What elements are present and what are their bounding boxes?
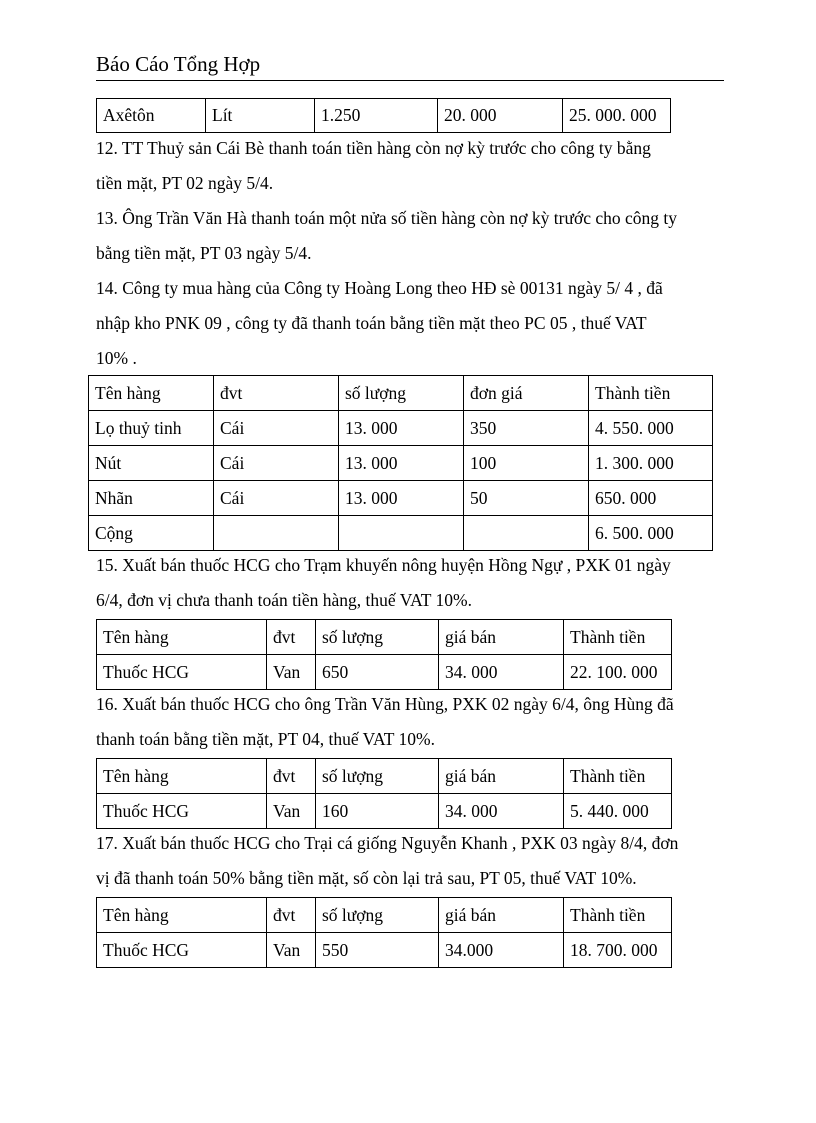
column-header: đvt bbox=[267, 898, 316, 933]
table-cell: 34. 000 bbox=[439, 655, 564, 690]
item-14-line: 10% . bbox=[96, 348, 137, 368]
table-cell: 20. 000 bbox=[438, 99, 563, 133]
table-row bbox=[97, 933, 672, 968]
column-header: Tên hàng bbox=[89, 376, 214, 411]
table-cell: Cái bbox=[214, 411, 339, 446]
table-cell: Nhãn bbox=[89, 481, 214, 516]
table-cell: 13. 000 bbox=[339, 411, 464, 446]
table-cell: Cộng bbox=[89, 516, 214, 551]
item-13-line: bằng tiền mặt, PT 03 ngày 5/4. bbox=[96, 243, 312, 263]
table-cell: 4. 550. 000 bbox=[589, 411, 713, 446]
table-14 bbox=[88, 375, 713, 551]
table-row bbox=[89, 411, 713, 446]
table-cell: 550 bbox=[316, 933, 439, 968]
table-15 bbox=[96, 619, 672, 690]
column-header: Thành tiền bbox=[564, 620, 672, 655]
table-16 bbox=[96, 758, 672, 829]
column-header: Thành tiền bbox=[564, 898, 672, 933]
table-cell bbox=[464, 516, 589, 551]
table-row bbox=[97, 99, 671, 133]
table-cell: 34.000 bbox=[439, 933, 564, 968]
table-row bbox=[97, 655, 672, 690]
column-header: số lượng bbox=[316, 620, 439, 655]
item-14-line: nhập kho PNK 09 , công ty đã thanh toán bằng tiền mặt theo PC 05 , thuế VAT bbox=[96, 313, 647, 333]
table-row bbox=[89, 446, 713, 481]
table-continuation bbox=[96, 98, 671, 133]
table-header-row bbox=[97, 620, 672, 655]
table-cell: Thuốc HCG bbox=[97, 933, 267, 968]
table-cell: 25. 000. 000 bbox=[563, 99, 671, 133]
table-cell: 18. 700. 000 bbox=[564, 933, 672, 968]
table-cell: Van bbox=[267, 794, 316, 829]
table-header-row bbox=[97, 759, 672, 794]
column-header: đvt bbox=[214, 376, 339, 411]
table-17 bbox=[96, 897, 672, 968]
column-header: giá bán bbox=[439, 620, 564, 655]
column-header: Thành tiền bbox=[589, 376, 713, 411]
table-cell: 350 bbox=[464, 411, 589, 446]
table-cell: 13. 000 bbox=[339, 481, 464, 516]
column-header: đvt bbox=[267, 620, 316, 655]
table-cell: 34. 000 bbox=[439, 794, 564, 829]
item-15-line: 15. Xuất bán thuốc HCG cho Trạm khuyến nông huyện Hồng Ngự , PXK 01 ngày bbox=[96, 555, 671, 575]
table-cell: Van bbox=[267, 933, 316, 968]
item-14-line: 14. Công ty mua hàng của Công ty Hoàng Long theo HĐ sè 00131 ngày 5/ 4 , đã bbox=[96, 278, 663, 298]
table-header-row bbox=[89, 376, 713, 411]
table-cell: 100 bbox=[464, 446, 589, 481]
item-17 bbox=[96, 826, 724, 896]
table-cell: 6. 500. 000 bbox=[589, 516, 713, 551]
table-cell: 5. 440. 000 bbox=[564, 794, 672, 829]
column-header: Tên hàng bbox=[97, 759, 267, 794]
page-header bbox=[96, 50, 724, 81]
table-cell: Axêtôn bbox=[97, 99, 206, 133]
table-cell: Thuốc HCG bbox=[97, 794, 267, 829]
table-cell: 50 bbox=[464, 481, 589, 516]
item-16 bbox=[96, 687, 724, 757]
table-cell: Thuốc HCG bbox=[97, 655, 267, 690]
table-row bbox=[97, 794, 672, 829]
item-12-line: 12. TT Thuỷ sản Cái Bè thanh toán tiền hàng còn nợ kỳ trước cho công ty bằng bbox=[96, 138, 651, 158]
table-cell: 650. 000 bbox=[589, 481, 713, 516]
table-cell: 160 bbox=[316, 794, 439, 829]
item-16-line: 16. Xuất bán thuốc HCG cho ông Trần Văn Hùng, PXK 02 ngày 6/4, ông Hùng đã bbox=[96, 694, 674, 714]
item-15 bbox=[96, 548, 724, 618]
table-cell: 650 bbox=[316, 655, 439, 690]
table-cell: Van bbox=[267, 655, 316, 690]
item-17-line: 17. Xuất bán thuốc HCG cho Trại cá giống Nguyễn Khanh , PXK 03 ngày 8/4, đơn bbox=[96, 833, 679, 853]
table-total-row bbox=[89, 516, 713, 551]
item-17-line: vị đã thanh toán 50% bằng tiền mặt, số còn lại trả sau, PT 05, thuế VAT 10%. bbox=[96, 868, 637, 888]
table-cell bbox=[214, 516, 339, 551]
table-cell bbox=[339, 516, 464, 551]
table-cell: Cái bbox=[214, 446, 339, 481]
column-header: đvt bbox=[267, 759, 316, 794]
table-cell: Cái bbox=[214, 481, 339, 516]
column-header: đơn giá bbox=[464, 376, 589, 411]
column-header: giá bán bbox=[439, 898, 564, 933]
header-title: Báo Cáo Tổng Hợp bbox=[96, 52, 261, 76]
table-cell: 22. 100. 000 bbox=[564, 655, 672, 690]
column-header: Thành tiền bbox=[564, 759, 672, 794]
table-header-row bbox=[97, 898, 672, 933]
item-13 bbox=[96, 201, 724, 271]
item-12 bbox=[96, 131, 724, 201]
table-cell: 1. 300. 000 bbox=[589, 446, 713, 481]
table-cell: Nút bbox=[89, 446, 214, 481]
column-header: số lượng bbox=[316, 759, 439, 794]
column-header: giá bán bbox=[439, 759, 564, 794]
table-cell: 1.250 bbox=[315, 99, 438, 133]
column-header: Tên hàng bbox=[97, 898, 267, 933]
column-header: số lượng bbox=[316, 898, 439, 933]
table-cell: Lít bbox=[206, 99, 315, 133]
table-row bbox=[89, 481, 713, 516]
item-15-line: 6/4, đơn vị chưa thanh toán tiền hàng, thuế VAT 10%. bbox=[96, 590, 472, 610]
item-12-line: tiền mặt, PT 02 ngày 5/4. bbox=[96, 173, 274, 193]
item-16-line: thanh toán bằng tiền mặt, PT 04, thuế VAT 10%. bbox=[96, 729, 435, 749]
table-cell: Lọ thuỷ tinh bbox=[89, 411, 214, 446]
column-header: số lượng bbox=[339, 376, 464, 411]
item-14 bbox=[96, 271, 724, 376]
column-header: Tên hàng bbox=[97, 620, 267, 655]
item-13-line: 13. Ông Trần Văn Hà thanh toán một nửa số tiền hàng còn nợ kỳ trước cho công ty bbox=[96, 208, 678, 228]
table-cell: 13. 000 bbox=[339, 446, 464, 481]
